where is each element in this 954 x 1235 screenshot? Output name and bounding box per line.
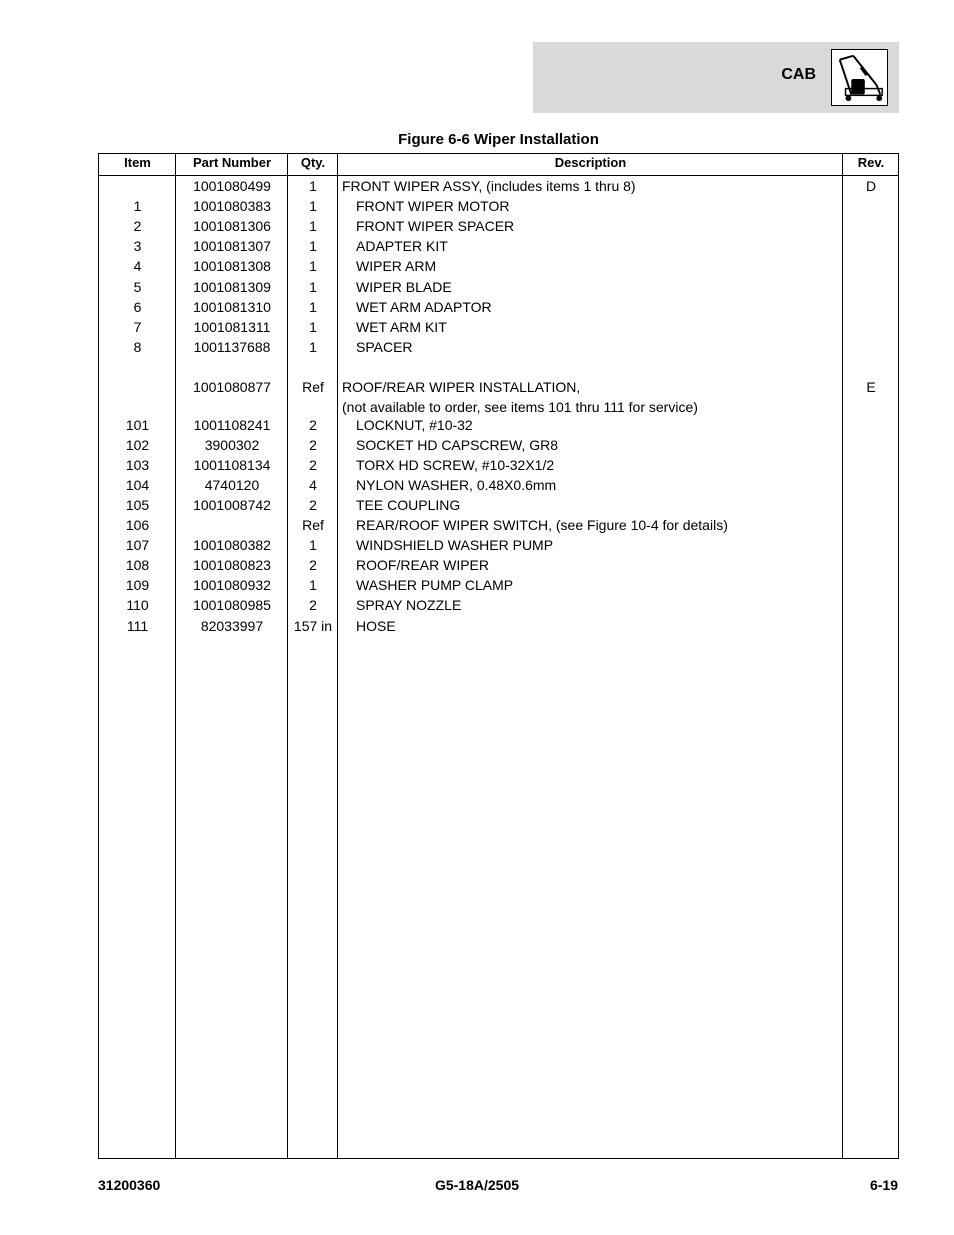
- parts-table: [98, 153, 899, 1159]
- item-number: 2: [133, 218, 142, 235]
- part-number: 1001108134: [193, 456, 271, 473]
- description-line: SOCKET HD CAPSCREW, GR8: [356, 436, 559, 453]
- description-line: FRONT WIPER MOTOR: [356, 198, 510, 215]
- item-number: 106: [125, 517, 150, 533]
- revision: D: [865, 178, 877, 194]
- column-header-rev: Rev.: [857, 155, 885, 170]
- footer-model: G5-18A/2505: [434, 1177, 520, 1193]
- description-line: FRONT WIPER SPACER: [356, 218, 515, 235]
- quantity: 2: [309, 436, 317, 453]
- quantity: 1: [309, 537, 317, 554]
- footer-page-number: 6-19: [869, 1177, 898, 1193]
- figure-title: Figure 6-6 Wiper Installation: [398, 131, 599, 148]
- part-number: 1001080877: [193, 379, 271, 395]
- quantity: 1: [309, 258, 317, 275]
- description-line: TORX HD SCREW, #10-32X1/2: [356, 456, 555, 473]
- part-number: 1001080383: [193, 198, 271, 215]
- part-number: 4740120: [204, 476, 260, 493]
- description-line: REAR/ROOF WIPER SWITCH, (see Figure 10-4 for details): [356, 517, 728, 533]
- description-line: WASHER PUMP CLAMP: [356, 577, 514, 594]
- column-header-item: Item: [124, 155, 151, 170]
- item-number: 7: [133, 318, 142, 335]
- part-number: 1001080382: [193, 537, 271, 554]
- quantity: 1: [309, 338, 317, 355]
- description: [356, 575, 856, 595]
- description-line: WIPER ARM: [356, 258, 437, 275]
- description-line: WINDSHIELD WASHER PUMP: [356, 537, 554, 554]
- description-line: NYLON WASHER, 0.48X0.6mm: [356, 476, 557, 493]
- description: [356, 196, 856, 216]
- description: [356, 495, 856, 515]
- part-number: 1001080932: [193, 577, 271, 594]
- item-number: 102: [125, 436, 150, 453]
- column-header-qty: Qty.: [300, 155, 326, 170]
- footer-document-number: 31200360: [98, 1177, 161, 1193]
- part-number: 1001081308: [193, 258, 271, 275]
- description-line: WIPER BLADE: [356, 278, 452, 295]
- description: [356, 616, 856, 636]
- item-number: 1: [133, 198, 142, 215]
- description: [356, 277, 856, 297]
- part-number: 1001081309: [193, 278, 271, 295]
- description: [342, 377, 842, 417]
- item-number: 4: [133, 258, 142, 275]
- quantity: 1: [309, 278, 317, 295]
- quantity: Ref: [302, 379, 324, 395]
- description: [356, 297, 856, 317]
- description: [356, 435, 856, 455]
- description-line: HOSE: [356, 617, 396, 634]
- quantity: 1: [309, 178, 317, 194]
- description: [356, 236, 856, 256]
- cab-section-icon: [831, 49, 888, 106]
- description-line: ROOF/REAR WIPER: [356, 557, 490, 574]
- description-line: ADAPTER KIT: [356, 238, 448, 255]
- item-number: 111: [126, 617, 149, 634]
- description: [342, 176, 842, 196]
- item-number: 103: [125, 456, 150, 473]
- part-number: 1001080823: [193, 557, 271, 574]
- column-header-description: Description: [554, 155, 627, 170]
- part-number: 1001081311: [193, 318, 271, 335]
- description: [356, 455, 856, 475]
- part-number: 1001081310: [193, 298, 271, 315]
- quantity: Ref: [302, 517, 324, 533]
- description: [356, 415, 856, 435]
- part-number: 1001108241: [193, 416, 271, 433]
- item-number: 105: [125, 496, 150, 513]
- description: [356, 475, 856, 495]
- item-number: 109: [125, 577, 150, 594]
- part-number: 1001080985: [193, 597, 271, 614]
- quantity: 1: [309, 298, 317, 315]
- table-header-row: [99, 154, 898, 176]
- quantity: 2: [309, 416, 317, 433]
- section-header: [533, 42, 899, 113]
- section-title: CAB: [781, 66, 816, 83]
- description: [356, 555, 856, 575]
- quantity: 1: [309, 238, 317, 255]
- column-header-part-number: Part Number: [192, 155, 272, 170]
- item-number: 108: [125, 557, 150, 574]
- part-number: 3900302: [204, 436, 260, 453]
- description: [356, 595, 856, 615]
- item-number: 101: [125, 416, 150, 433]
- description: [356, 535, 856, 555]
- quantity: 4: [309, 476, 317, 493]
- description: [356, 317, 856, 337]
- quantity: 1: [309, 577, 317, 594]
- quantity: 1: [309, 218, 317, 235]
- quantity: 2: [309, 456, 317, 473]
- quantity: 2: [309, 557, 317, 574]
- part-number: 1001081306: [193, 218, 271, 235]
- quantity: 1: [309, 198, 317, 215]
- description-line: TEE COUPLING: [356, 496, 461, 513]
- description-line: SPACER: [356, 338, 413, 355]
- item-number: 107: [125, 537, 150, 554]
- description: [356, 256, 856, 276]
- item-number: 3: [133, 238, 142, 255]
- description-line: (not available to order, see items 101 thru 111 for service): [342, 399, 698, 415]
- description-line: FRONT WIPER ASSY, (includes items 1 thru 8): [342, 178, 636, 194]
- part-number: 1001008742: [193, 496, 271, 513]
- description: [356, 515, 856, 535]
- part-number: 82033997: [200, 617, 264, 634]
- description-line: WET ARM ADAPTOR: [356, 298, 492, 315]
- item-number: 8: [133, 338, 142, 355]
- description-line: LOCKNUT, #10-32: [356, 416, 473, 433]
- quantity: 157 in: [293, 617, 333, 634]
- part-number: 1001080499: [193, 178, 271, 194]
- description: [356, 337, 856, 357]
- part-number: 1001137688: [193, 338, 271, 355]
- item-number: 110: [126, 597, 149, 614]
- quantity: 2: [309, 496, 317, 513]
- description: [356, 216, 856, 236]
- quantity: 2: [309, 597, 317, 614]
- quantity: 1: [309, 318, 317, 335]
- item-number: 6: [133, 298, 142, 315]
- revision: E: [866, 379, 876, 395]
- part-number: 1001081307: [193, 238, 271, 255]
- description-line: ROOF/REAR WIPER INSTALLATION,: [342, 379, 581, 395]
- description-line: WET ARM KIT: [356, 318, 447, 335]
- item-number: 104: [125, 476, 150, 493]
- item-number: 5: [133, 278, 142, 295]
- description-line: SPRAY NOZZLE: [356, 597, 462, 614]
